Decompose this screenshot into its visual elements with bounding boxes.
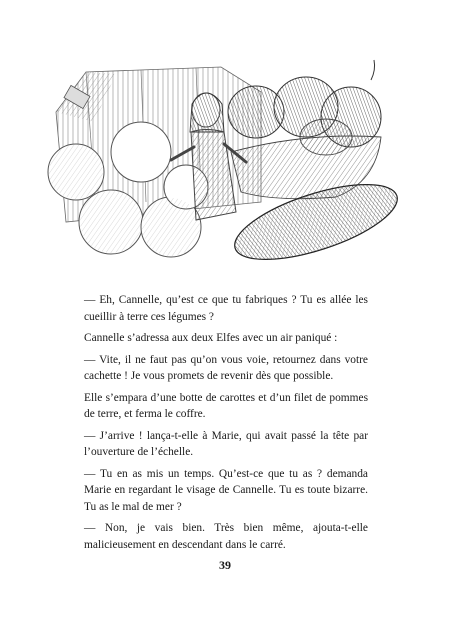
paragraph: — J’arrive ! lança-t-elle à Marie, qui avait passé la tête par l’ouverture de l’échelle.: [84, 429, 368, 458]
pencil-illustration: [46, 52, 401, 277]
story-text: [84, 292, 368, 558]
paragraph: Cannelle s’adressa aux deux Elfes avec un air paniqué :: [84, 332, 338, 344]
paragraph: — Tu en as mis un temps. Qu’est-ce que tu as ? demanda Marie en regardant le visage de Cannelle. Tu es toute bizarre. Tu as le mal de mer ?: [84, 467, 368, 513]
paragraph: Elle s’empara d’une botte de carottes et d’un filet de pommes de terre, et ferma le coffre.: [84, 391, 368, 420]
paragraph: — Non, je vais bien. Très bien même, ajouta-t-elle malicieusement en descendant dans le carré.: [84, 522, 368, 551]
paragraph: — Vite, il ne faut pas qu’on vous voie, retournez dans votre cachette ! Je vous promets de revenir dès que possible.: [84, 353, 368, 382]
page-number: 39: [219, 558, 231, 572]
paragraph: — Eh, Cannelle, qu’est ce que tu fabriques ? Tu es allée les cueillir à terre ces légumes ?: [84, 294, 368, 323]
